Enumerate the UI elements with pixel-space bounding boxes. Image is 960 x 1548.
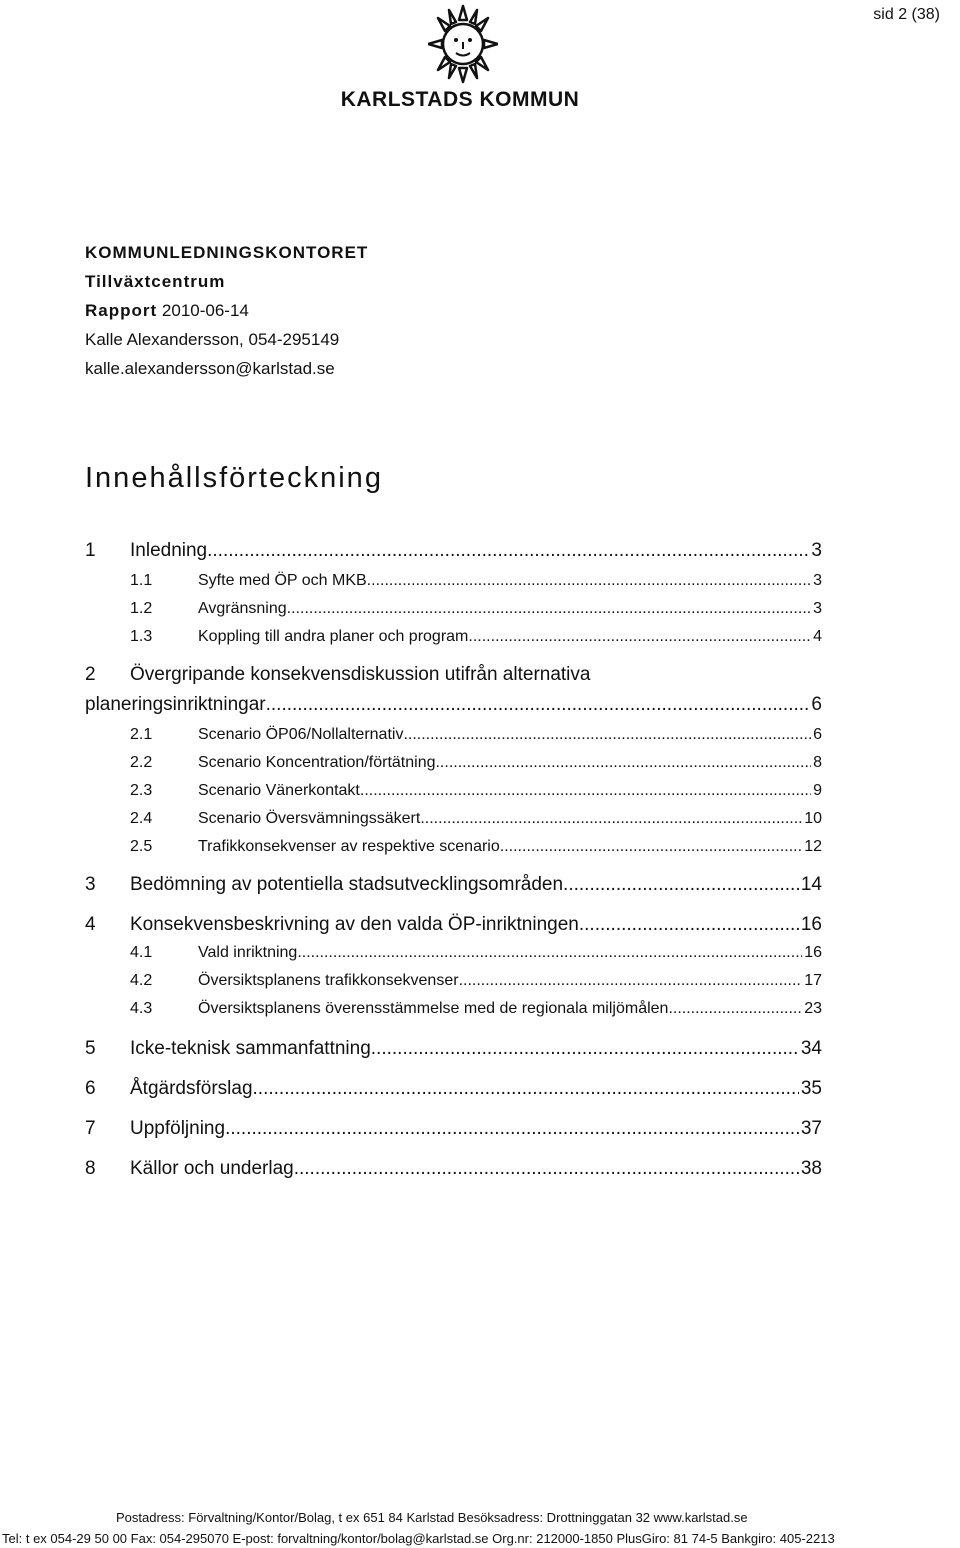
toc-entry[interactable] (85, 572, 822, 600)
toc-entry-number: 1.1 (130, 572, 153, 589)
toc-entry-label: Scenario Översvämningssäkert (198, 810, 421, 827)
toc-entry[interactable] (85, 914, 822, 942)
toc-entry-label: Övergripande konsekvensdiskussion utifrån alternativa (130, 664, 591, 685)
toc-leader (207, 540, 809, 562)
toc-entry-page: 12 (804, 838, 822, 855)
toc-entry[interactable] (85, 628, 822, 656)
toc-entry-label: Scenario Vänerkontakt (198, 782, 360, 799)
toc-leader (367, 572, 811, 590)
toc-entry[interactable] (85, 1000, 822, 1028)
toc-entry-number: 5 (85, 1038, 96, 1059)
toc-entry-label: Översiktsplanens trafikkonsekvenser (198, 972, 459, 989)
toc-entry-label: Konsekvensbeskrivning av den valda ÖP-inriktningen (130, 914, 579, 935)
toc-leader (420, 810, 802, 828)
footer-address-line: Postadress: Förvaltning/Kontor/Bolag, t ex 651 84 Karlstad Besöksadress: Drottninggatan 32 www.karlstad.se (116, 1510, 748, 1525)
toc-leader (468, 628, 811, 646)
toc-leader (371, 1038, 799, 1060)
toc-entry[interactable] (85, 782, 822, 810)
report-date: 2010-06-14 (161, 301, 249, 320)
toc-entry-page: 35 (800, 1078, 822, 1099)
toc-entry-label: Koppling till andra planer och program (198, 628, 469, 645)
toc-entry-page: 6 (813, 726, 822, 743)
toc-entry-page: 23 (804, 1000, 822, 1017)
toc-entry-number: 4 (85, 914, 96, 935)
toc-leader (266, 694, 810, 716)
toc-leader (225, 1118, 799, 1140)
toc-leader (297, 944, 802, 962)
toc-entry-number: 2.3 (130, 782, 153, 799)
toc-entry-label: Bedömning av potentiella stadsutvecklingsområden (130, 874, 564, 895)
toc-entry-page: 4 (813, 628, 822, 645)
contact-line: Kalle Alexandersson, 054-295149 (85, 330, 340, 349)
toc-entry-page: 3 (813, 600, 822, 617)
toc-leader (459, 972, 803, 990)
toc-leader (579, 914, 799, 936)
toc-entry-page: 34 (800, 1038, 822, 1059)
unit-name: Tillväxtcentrum (85, 272, 226, 291)
toc-entry-number: 6 (85, 1078, 96, 1099)
toc-entry-label: Scenario ÖP06/Nollalternativ (198, 726, 404, 743)
toc-entry-page: 6 (811, 694, 822, 715)
toc-entry[interactable] (85, 540, 822, 568)
toc-entry-page: 16 (800, 914, 822, 935)
sun-emblem-icon (428, 2, 498, 88)
email-line: kalle.alexandersson@karlstad.se (85, 359, 335, 378)
toc-entry-page: 3 (811, 540, 822, 561)
toc-entry-number: 2.1 (130, 726, 153, 743)
toc-entry-number: 2.2 (130, 754, 153, 771)
toc-entry-label: Källor och underlag (130, 1158, 294, 1179)
toc-entry-label: Scenario Koncentration/förtätning (198, 754, 436, 771)
toc-leader (287, 600, 811, 618)
toc-entry[interactable] (85, 1118, 822, 1146)
toc-leader (668, 1000, 802, 1018)
toc-entry-label: Åtgärdsförslag (130, 1078, 253, 1099)
toc-entry-label: Icke-teknisk sammanfattning (130, 1038, 371, 1059)
toc-entry-label: Inledning (130, 540, 208, 561)
toc-entry-number: 1.3 (130, 628, 153, 645)
toc-entry-number: 1 (85, 540, 96, 561)
report-label: Rapport (85, 301, 158, 320)
toc-entry-label: Syfte med ÖP och MKB (198, 572, 367, 589)
toc-entry-page: 8 (813, 754, 822, 771)
toc-leader (360, 782, 811, 800)
toc-entry-number: 2.5 (130, 838, 153, 855)
toc-entry-page: 9 (813, 782, 822, 799)
toc-entry-label: Avgränsning (198, 600, 287, 617)
toc-entry[interactable] (85, 944, 822, 972)
toc-entry-label: Uppföljning (130, 1118, 226, 1139)
toc-entry[interactable] (85, 1038, 822, 1066)
toc-entry-label: Vald inriktning (198, 944, 298, 961)
toc-leader (435, 754, 811, 772)
toc-entry[interactable] (85, 600, 822, 628)
toc-entry-page: 37 (800, 1118, 822, 1139)
page-number: sid 2 (38) (873, 6, 940, 23)
karlstad-logo (330, 0, 590, 120)
toc-entry-page: 10 (804, 810, 822, 827)
footer-contact-line: Tel: t ex 054-29 50 00 Fax: 054-295070 E-post: forvaltning/kontor/bolag@karlstad.se Org.nr: 212000-1850 PlusGiro: 81 74-5 Bankgiro: 405-2213 (2, 1531, 835, 1546)
toc-entry-page: 17 (804, 972, 822, 989)
toc-entry-label: Trafikkonsekvenser av respektive scenario (198, 838, 500, 855)
toc-entry[interactable] (85, 1158, 822, 1186)
toc-entry-number: 8 (85, 1158, 96, 1179)
toc-entry-page: 14 (800, 874, 822, 895)
toc-entry-number: 1.2 (130, 600, 153, 617)
toc-entry-number: 7 (85, 1118, 96, 1139)
toc-entry-label: Översiktsplanens överensstämmelse med de regionala miljömålen (198, 1000, 669, 1017)
toc-entry-number: 4.1 (130, 944, 153, 961)
toc-leader (294, 1158, 799, 1180)
toc-leader (500, 838, 802, 856)
toc-entry[interactable] (85, 664, 822, 692)
logo-text: KARLSTADS KOMMUN (340, 88, 580, 111)
report-line (85, 296, 368, 325)
toc-entry-number: 2 (85, 664, 96, 685)
toc-entry[interactable] (85, 838, 822, 866)
toc-entry-number: 3 (85, 874, 96, 895)
toc-entry-page: 16 (804, 944, 822, 961)
report-header (85, 238, 368, 383)
toc-entry-continuation[interactable] (85, 694, 822, 722)
toc-entry-number: 4.2 (130, 972, 153, 989)
toc-entry-page: 38 (800, 1158, 822, 1179)
toc-entry[interactable] (85, 1078, 822, 1106)
toc-leader (253, 1078, 799, 1100)
toc-entry[interactable] (85, 874, 822, 902)
toc-entry[interactable] (85, 972, 822, 1000)
toc-entry-number: 2.4 (130, 810, 153, 827)
department-name: KOMMUNLEDNINGSKONTORET (85, 243, 369, 262)
toc-entry-page: 3 (813, 572, 822, 589)
toc-entry[interactable] (85, 754, 822, 782)
toc-leader (403, 726, 811, 744)
toc-leader (563, 874, 799, 896)
toc-entry[interactable] (85, 810, 822, 838)
toc-entry-label: planeringsinriktningar (85, 694, 266, 715)
toc-entry[interactable] (85, 726, 822, 754)
toc-title: Innehållsförteckning (85, 462, 383, 494)
toc-entry-number: 4.3 (130, 1000, 153, 1017)
